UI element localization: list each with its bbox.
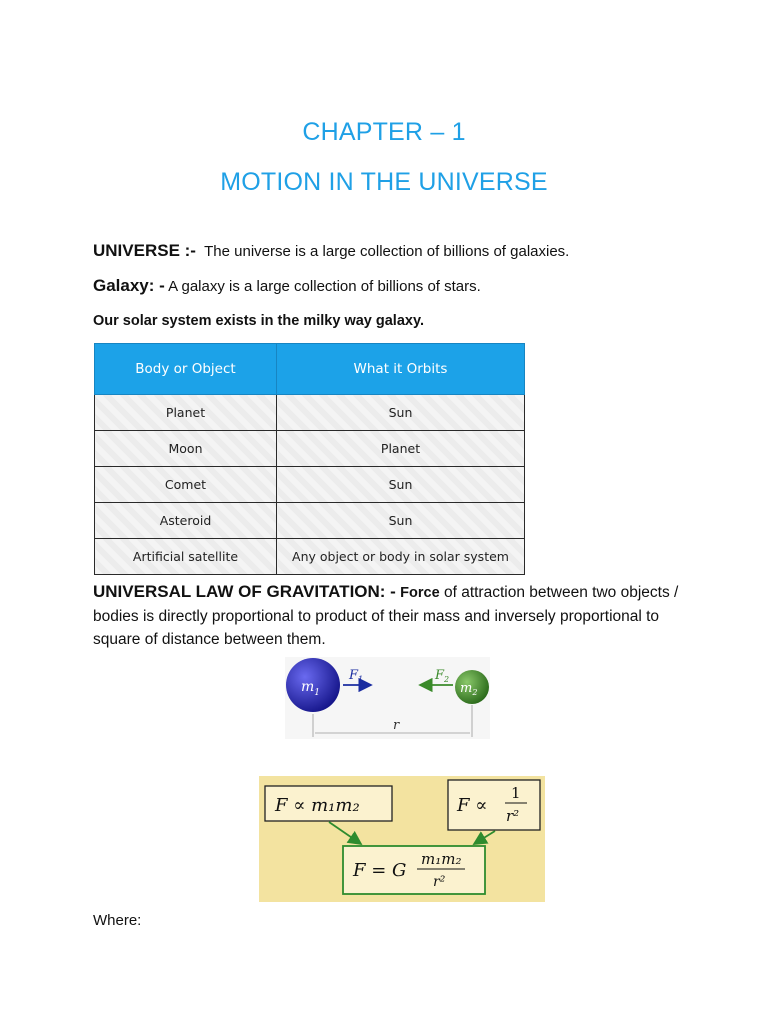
galaxy-term: Galaxy: - [93, 276, 165, 295]
formula-distance-denominator: r² [506, 807, 520, 825]
universe-term: UNIVERSE :- [93, 241, 196, 260]
mass1-sub: 1 [314, 688, 321, 698]
law-title: UNIVERSAL LAW OF GRAVITATION: - [93, 582, 396, 601]
formula-law-lhs: F = G [353, 860, 407, 881]
table-row [95, 467, 525, 503]
formula-mass-proportion: F ∝ m₁m₂ [275, 795, 360, 816]
table-cell: Any object or body in solar system [277, 539, 525, 575]
chapter-title: MOTION IN THE UNIVERSE [220, 168, 548, 196]
universe-definition [93, 241, 569, 261]
solar-system-note: Our solar system exists in the milky way galaxy. [93, 313, 424, 329]
distance-label: r [393, 718, 400, 733]
law-force-word: Force [400, 585, 440, 601]
table-cell: Sun [277, 467, 525, 503]
gravitation-law-paragraph [93, 580, 683, 651]
universe-text: The universe is a large collection of billions of galaxies. [204, 243, 570, 260]
formula-distance-lhs: F ∝ [457, 795, 488, 816]
gravitation-formula [259, 776, 545, 902]
table-cell: Moon [95, 431, 277, 467]
formula-distance-numerator: 1 [511, 784, 521, 802]
table-cell: Planet [277, 431, 525, 467]
formula-law-numerator: m₁m₂ [421, 850, 462, 868]
table-cell: Comet [95, 467, 277, 503]
table-cell: Artificial satellite [95, 539, 277, 575]
mass2-label: m [460, 681, 473, 696]
table-header: Body or Object [95, 344, 277, 395]
table-row [95, 539, 525, 575]
table-row [95, 395, 525, 431]
mass2-sub: 2 [472, 688, 478, 697]
mass1-label: m [301, 679, 315, 695]
galaxy-text: A galaxy is a large collection of billions of stars. [168, 278, 481, 295]
force2-label: F [435, 668, 445, 683]
table-row [95, 503, 525, 539]
table-cell: Asteroid [95, 503, 277, 539]
table-cell: Sun [277, 503, 525, 539]
table-cell: Sun [277, 395, 525, 431]
force2-sub: 2 [444, 675, 450, 684]
table-header-row [95, 344, 525, 395]
orbit-table [94, 343, 525, 575]
table-header: What it Orbits [277, 344, 525, 395]
where-label: Where: [93, 912, 142, 929]
law-text: of attraction between two objects / bodies is directly proportional to product of their mass and inversely proportional to square of distance between them. [93, 584, 679, 648]
table-cell: Planet [95, 395, 277, 431]
force1-label: F [349, 668, 359, 683]
formula-law-denominator: r² [433, 874, 446, 890]
chapter-number: CHAPTER – 1 [302, 118, 466, 146]
galaxy-definition [93, 276, 481, 296]
table-row [95, 431, 525, 467]
gravitation-diagram [285, 657, 490, 739]
force1-sub: 1 [358, 675, 364, 684]
